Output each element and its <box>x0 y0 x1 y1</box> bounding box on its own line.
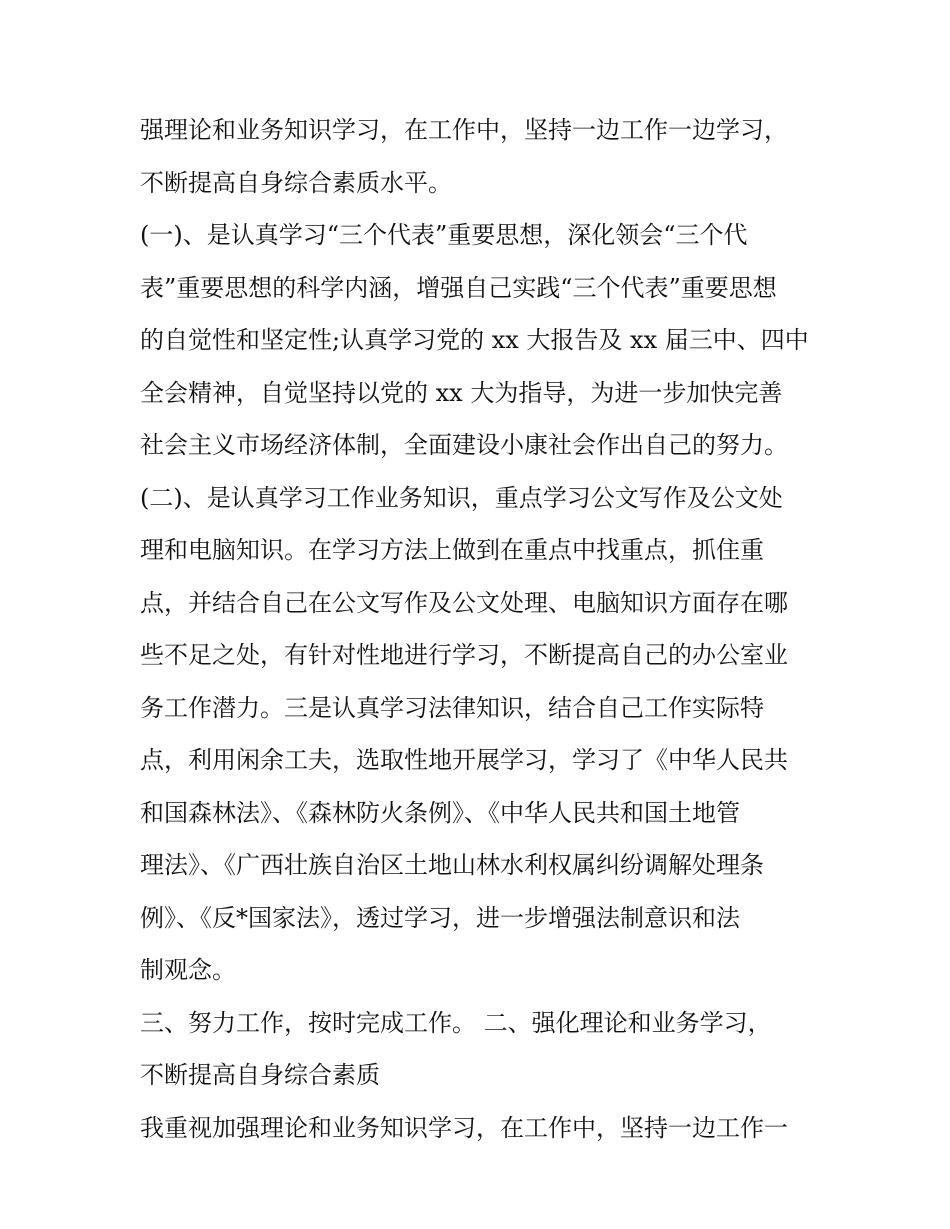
text-line: (二)、是认真学习工作业务知识，重点学习公文写作及公文处 <box>140 483 783 512</box>
text-line: 不断提高自身综合素质 <box>140 1061 380 1089</box>
text-line: 务工作潜力。三是认真学习法律知识，结合自己工作实际特 <box>140 693 764 722</box>
text-line: 不断提高自身综合素质水平。 <box>140 168 452 197</box>
text-line: 的自觉性和坚定性;认真学习党的 xx 大报告及 xx 届三中、四中 <box>140 326 809 354</box>
text-line: 强理论和业务知识学习，在工作中，坚持一边工作一边学习， <box>140 116 788 144</box>
text-line: 全会精神，自觉坚持以党的 xx 大为指导，为进一步加快完善 <box>140 378 783 407</box>
text-line: 点，并结合自己在公文写作及公文处理、电脑知识方面存在哪 <box>140 588 788 617</box>
text-line: 社会主义市场经济体制，全面建设小康社会作出自己的努力。 <box>140 431 788 459</box>
text-line: 些不足之处，有针对性地进行学习，不断提高自己的办公室业 <box>140 641 788 669</box>
body-text <box>140 104 830 1154</box>
text-line: (一)、是认真学习“三个代表”重要思想，深化领会“三个代 <box>140 221 748 249</box>
text-line: 制观念。 <box>140 956 236 984</box>
text-line: 表”重要思想的科学内涵，增强自己实践“三个代表”重要思想 <box>140 273 777 302</box>
text-line: 和国森林法》、《森林防火条例》、《中华人民共和国土地管 <box>140 798 740 827</box>
text-line: 理法》、《广西壮族自治区土地山林水利权属纠纷调解处理条 <box>140 851 764 879</box>
text-line: 三、努力工作，按时完成工作。 二、强化理论和业务学习， <box>140 1008 772 1037</box>
text-line: 点，利用闲余工夫，选取性地开展学习，学习了《中华人民共 <box>140 746 788 774</box>
text-line: 我重视加强理论和业务知识学习，在工作中，坚持一边工作一 <box>140 1113 788 1142</box>
text-line: 理和电脑知识。在学习方法上做到在重点中找重点，抓住重 <box>140 536 764 564</box>
text-line: 例》、《反*国家法》，透过学习，进一步增强法制意识和法 <box>140 903 740 932</box>
